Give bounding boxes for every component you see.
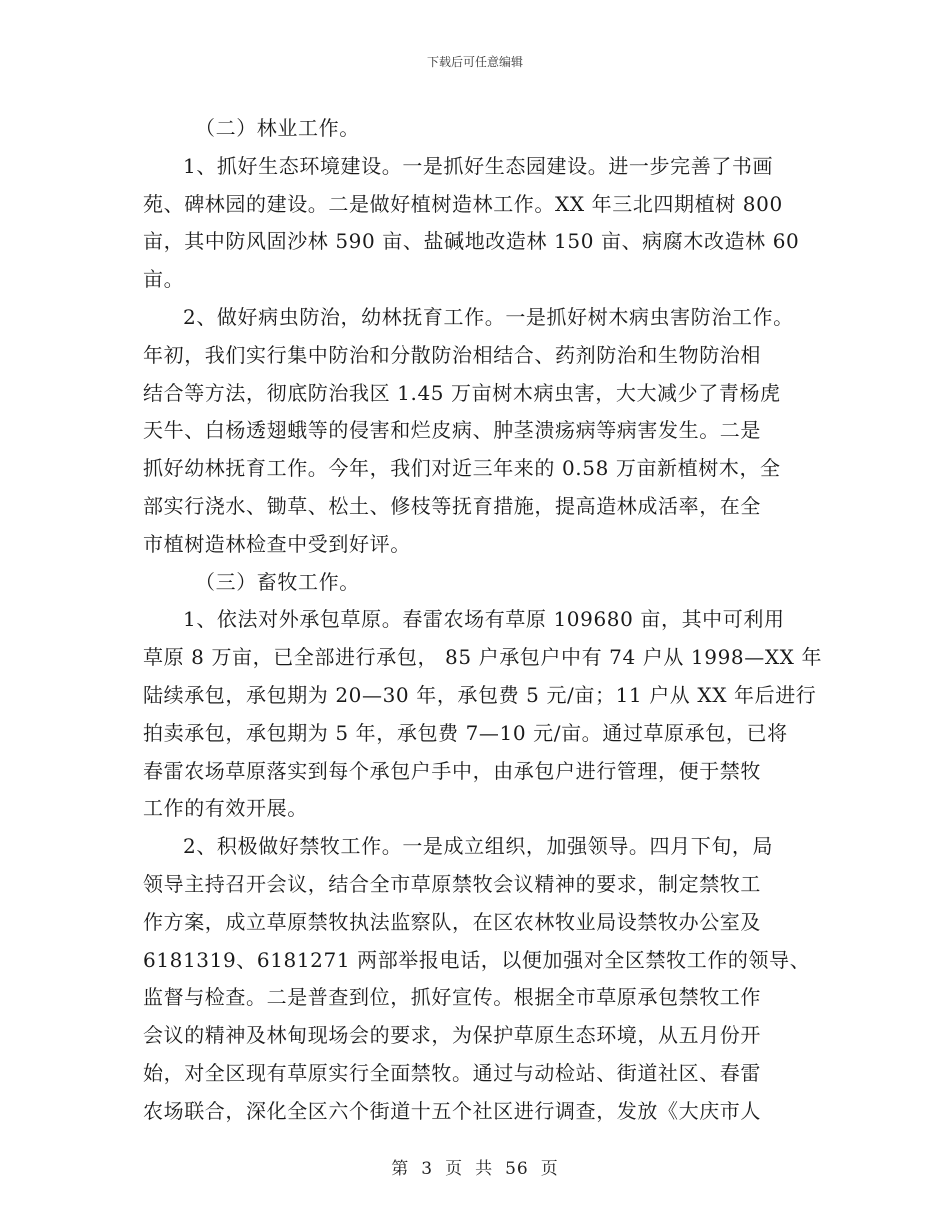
document-body	[143, 110, 833, 1131]
paragraph-line: 农场联合，深化全区六个街道十五个社区进行调查，发放《大庆市人	[143, 1098, 761, 1123]
paragraph-line: 结合等方法，彻底防治我区 1.45 万亩树木病虫害，大大减少了青杨虎	[143, 380, 781, 405]
section-heading-livestock: （三）畜牧工作。	[195, 569, 360, 594]
paragraph-line: 1、抓好生态环境建设。一是抓好生态园建设。进一步完善了书画	[183, 153, 774, 178]
page-number-unit: 页	[445, 1159, 464, 1179]
paragraph-line: 工作的有效开展。	[143, 796, 308, 821]
page-number-total: 56	[505, 1159, 529, 1179]
paragraph-line: 2、积极做好禁牧工作。一是成立组织，加强领导。四月下旬，局	[183, 834, 774, 859]
paragraph-line: 会议的精神及林甸现场会的要求，为保护草原生态环境，从五月份开	[143, 1023, 761, 1048]
page-total-unit: 页	[540, 1159, 559, 1179]
paragraph-line: 1、依法对外承包草原。春雷农场有草原 109680 亩，其中可利用	[183, 607, 785, 632]
paragraph-line: 监督与检查。二是普查到位，抓好宣传。根据全市草原承包禁牧工作	[143, 985, 761, 1010]
paragraph-line: 陆续承包，承包期为 20—30 年，承包费 5 元/亩；11 户从 XX 年后进行	[143, 682, 817, 707]
paragraph-line: 2、做好病虫防治，幼林抚育工作。一是抓好树木病虫害防治工作。	[183, 304, 794, 329]
paragraph-line: 苑、碑林园的建设。二是做好植树造林工作。XX 年三北四期植树 800	[143, 191, 783, 216]
paragraph-line: 春雷农场草原落实到每个承包户手中，由承包户进行管理，便于禁牧	[143, 758, 761, 783]
paragraph-line: 抓好幼林抚育工作。今年，我们对近三年来的 0.58 万亩新植树木，全	[143, 456, 781, 481]
page-number-prefix: 第	[391, 1159, 410, 1179]
paragraph-line: 领导主持召开会议，结合全市草原禁牧会议精神的要求，制定禁牧工	[143, 871, 761, 896]
paragraph-line: 天牛、白杨透翅蛾等的侵害和烂皮病、肿茎溃疡病等病害发生。二是	[143, 418, 761, 443]
paragraph-line: 始，对全区现有草原实行全面禁牧。通过与动检站、街道社区、春雷	[143, 1060, 761, 1085]
paragraph-line: 6181319、6181271 两部举报电话，以便加强对全区禁牧工作的领导、	[143, 947, 811, 972]
page-number-current: 3	[421, 1159, 434, 1179]
paragraph-line: 作方案，成立草原禁牧执法监察队，在区农林牧业局设禁牧办公室及	[143, 909, 761, 934]
paragraph-line: 草原 8 万亩，已全部进行承包， 85 户承包户中有 74 户从 1998—XX 年	[143, 645, 823, 670]
paragraph-line: 亩。	[143, 267, 185, 292]
section-heading-forestry: （二）林业工作。	[195, 116, 360, 140]
paragraph-line: 年初，我们实行集中防治和分散防治相结合、药剂防治和生物防治相	[143, 342, 761, 367]
paragraph-line: 拍卖承包，承包期为 5 年，承包费 7—10 元/亩。通过草原承包，已将	[143, 720, 788, 745]
paragraph-line: 部实行浇水、锄草、松土、修枝等抚育措施，提高造林成活率，在全	[143, 493, 761, 518]
paragraph-line: 亩，其中防风固沙林 590 亩、盐碱地改造林 150 亩、病腐木改造林 60	[143, 229, 800, 254]
paragraph-line: 市植树造林检查中受到好评。	[143, 531, 411, 556]
page-header: 下载后可任意编辑	[426, 55, 523, 69]
page-total-prefix: 共	[475, 1159, 494, 1179]
page-footer	[0, 1154, 950, 1179]
